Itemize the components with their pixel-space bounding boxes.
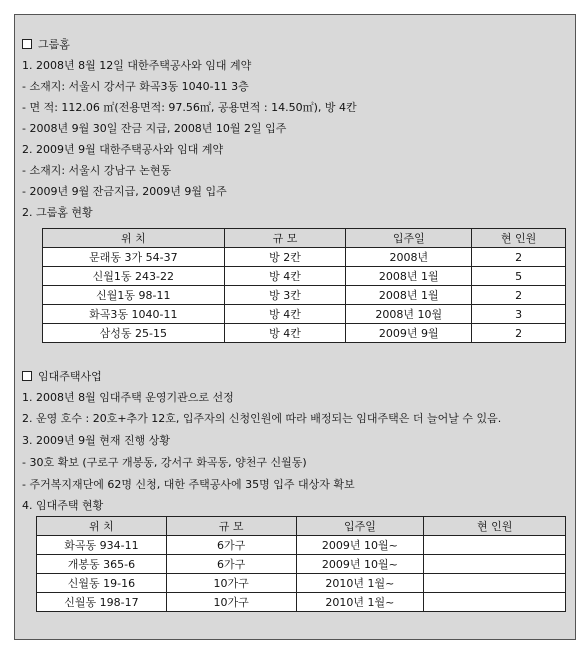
table-cell xyxy=(424,555,566,574)
table-cell: 2009년 10월~ xyxy=(296,555,424,574)
section1-line: - 2008년 9월 30일 잔금 지급, 2008년 10월 2일 입주 xyxy=(22,122,287,135)
table-cell: 10가구 xyxy=(166,574,296,593)
table-cell: 화곡3동 1040-11 xyxy=(43,305,225,324)
column-header: 입주일 xyxy=(296,517,424,536)
section1-line: - 소재지: 서울시 강서구 화곡3동 1040-11 3층 xyxy=(22,80,249,93)
table-cell xyxy=(424,536,566,555)
grouphome-table xyxy=(42,228,566,343)
table-cell: 2010년 1월~ xyxy=(296,574,424,593)
column-header: 현 인원 xyxy=(472,229,566,248)
table-cell: 2008년 10월 xyxy=(346,305,472,324)
table-cell: 문래동 3가 54-37 xyxy=(43,248,225,267)
section1-line: 1. 2008년 8월 12일 대한주택공사와 임대 계약 xyxy=(22,59,252,72)
column-header: 입주일 xyxy=(346,229,472,248)
section1-title-text: 그룹홈 xyxy=(38,38,70,51)
checkbox-square-icon xyxy=(22,39,32,49)
table-cell: 신월1동 98-11 xyxy=(43,286,225,305)
section1-line: - 소재지: 서울시 강남구 논현동 xyxy=(22,164,172,177)
table-cell xyxy=(424,574,566,593)
rental-housing-table xyxy=(36,516,566,612)
section1-line: 2. 2009년 9월 대한주택공사와 임대 계약 xyxy=(22,143,224,156)
section1-line: - 면 적: 112.06 ㎡(전용면적: 97.56㎡, 공용면적 : 14.50㎡), 방 4칸 xyxy=(22,101,357,114)
table-cell: 방 3칸 xyxy=(224,286,346,305)
table-cell: 2 xyxy=(472,248,566,267)
table-row xyxy=(43,248,566,267)
table-cell: 2 xyxy=(472,286,566,305)
section2-title-text: 임대주택사업 xyxy=(38,370,102,383)
table-cell: 신월1동 243-22 xyxy=(43,267,225,286)
table-row xyxy=(43,305,566,324)
section1-title xyxy=(22,38,70,52)
table-cell: 3 xyxy=(472,305,566,324)
column-header: 위 치 xyxy=(43,229,225,248)
section2-line: - 주거복지재단에 62명 신청, 대한 주택공사에 35명 입주 대상자 확보 xyxy=(22,478,355,491)
table-cell: 2010년 1월~ xyxy=(296,593,424,612)
table-cell: 방 4칸 xyxy=(224,324,346,343)
table-header-row xyxy=(37,517,566,536)
table-cell: 방 2칸 xyxy=(224,248,346,267)
column-header: 현 인원 xyxy=(424,517,566,536)
table-cell: 10가구 xyxy=(166,593,296,612)
section1-line: - 2009년 9월 잔금지급, 2009년 9월 입주 xyxy=(22,185,227,198)
table-cell: 2 xyxy=(472,324,566,343)
table-cell: 신월동 19-16 xyxy=(37,574,167,593)
section2-line: 3. 2009년 9월 현재 진행 상황 xyxy=(22,434,170,447)
table-cell: 삼성동 25-15 xyxy=(43,324,225,343)
section2-line: - 30호 확보 (구로구 개봉동, 강서구 화곡동, 양천구 신월동) xyxy=(22,456,307,469)
table-cell: 2008년 xyxy=(346,248,472,267)
section1-line: 2. 그룹홈 현황 xyxy=(22,206,93,219)
table-cell xyxy=(424,593,566,612)
table-row xyxy=(43,286,566,305)
table-cell: 2008년 1월 xyxy=(346,286,472,305)
table-cell: 화곡동 934-11 xyxy=(37,536,167,555)
table-row xyxy=(43,267,566,286)
table-row xyxy=(37,536,566,555)
table-cell: 2009년 9월 xyxy=(346,324,472,343)
table-row xyxy=(37,593,566,612)
section2-line: 4. 임대주택 현황 xyxy=(22,499,104,512)
column-header: 위 치 xyxy=(37,517,167,536)
table-cell: 방 4칸 xyxy=(224,267,346,286)
table-cell: 신월동 198-17 xyxy=(37,593,167,612)
table-cell: 2009년 10월~ xyxy=(296,536,424,555)
table-row xyxy=(43,324,566,343)
checkbox-square-icon xyxy=(22,371,32,381)
section2-line: 1. 2008년 8월 임대주택 운영기관으로 선정 xyxy=(22,391,234,404)
column-header: 규 모 xyxy=(224,229,346,248)
section2-line: 2. 운영 호수 : 20호+추가 12호, 입주자의 신청인원에 따라 배정되는 임대주택은 더 늘어날 수 있음. xyxy=(22,412,502,425)
table-row xyxy=(37,574,566,593)
section2-title xyxy=(22,370,102,384)
table-cell: 6가구 xyxy=(166,555,296,574)
table-cell: 개봉동 365-6 xyxy=(37,555,167,574)
table-cell: 2008년 1월 xyxy=(346,267,472,286)
table-cell: 5 xyxy=(472,267,566,286)
table-header-row xyxy=(43,229,566,248)
column-header: 규 모 xyxy=(166,517,296,536)
table-cell: 6가구 xyxy=(166,536,296,555)
table-row xyxy=(37,555,566,574)
table-cell: 방 4칸 xyxy=(224,305,346,324)
